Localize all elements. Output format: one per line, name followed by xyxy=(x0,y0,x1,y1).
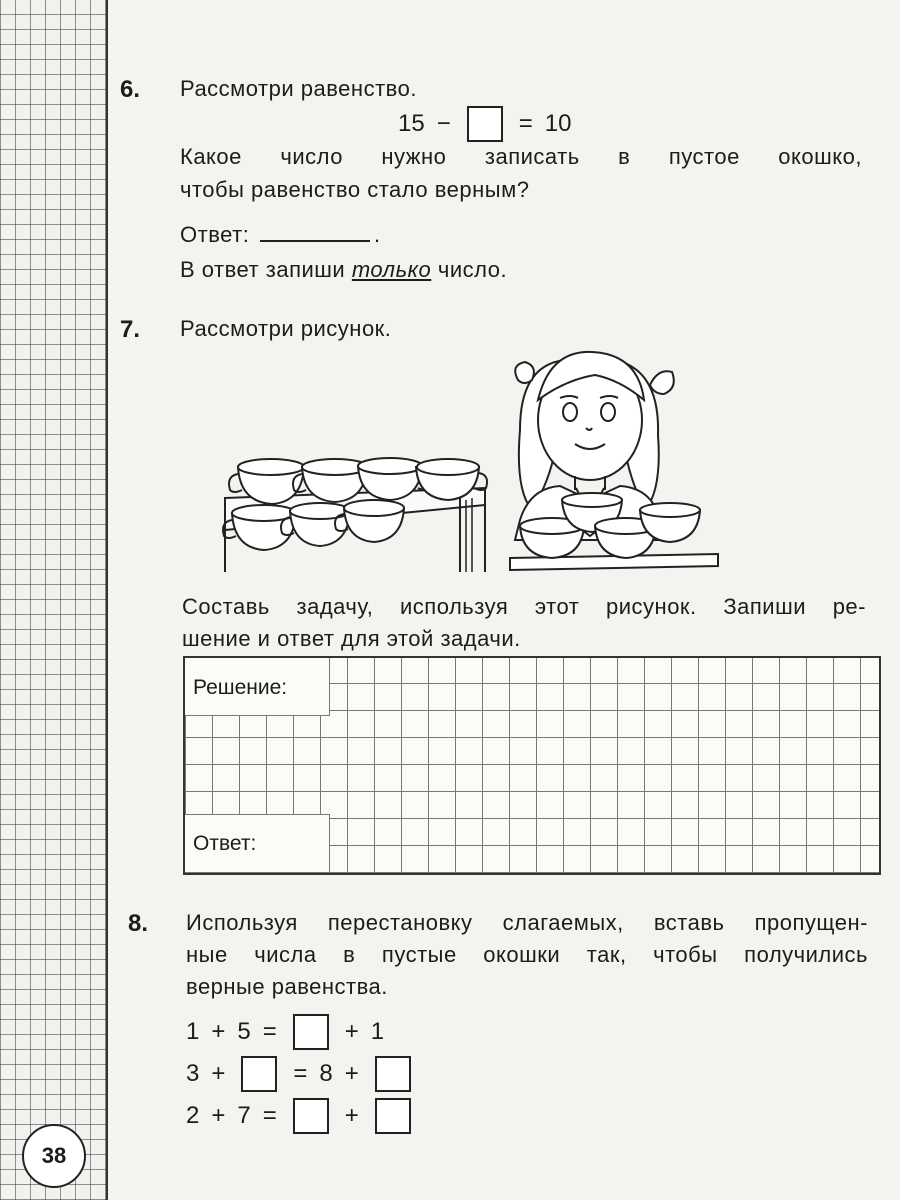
task6-question-line1: Какое число нужно записать в пустое окошко, xyxy=(180,144,862,169)
task7-number: 7. xyxy=(120,316,141,343)
eq1-d: 1 xyxy=(370,1018,385,1045)
eq2-box-2[interactable] xyxy=(375,1056,411,1092)
eq3-b: 7 xyxy=(237,1102,251,1129)
task8-text-line1: Используя перестановку слагаемых, вставь пропущен- xyxy=(186,910,868,935)
note-suffix: число. xyxy=(437,257,508,282)
equation-1 xyxy=(186,1014,384,1050)
eq1-box[interactable] xyxy=(293,1014,329,1050)
equals-sign: = xyxy=(262,1102,277,1129)
plus-sign: + xyxy=(344,1102,359,1129)
eq2-c: 8 xyxy=(319,1060,333,1087)
task6-number: 6. xyxy=(120,76,141,103)
illustration-girl-cups xyxy=(220,340,730,580)
answer-label: Ответ: xyxy=(180,222,250,247)
eq-left-value: 15 xyxy=(398,110,425,137)
task8-number: 8. xyxy=(128,910,149,937)
equals-sign: = xyxy=(293,1060,308,1087)
task6-equation xyxy=(398,106,571,142)
equals-sign: = xyxy=(262,1018,277,1045)
eq2-a: 3 xyxy=(186,1060,200,1087)
answer-line[interactable] xyxy=(260,222,370,242)
minus-sign: − xyxy=(436,110,451,137)
eq3-box-1[interactable] xyxy=(293,1098,329,1134)
task6-answer-row: Ответ: . xyxy=(180,222,381,247)
solution-grid[interactable] xyxy=(183,656,881,875)
task6-intro: Рассмотри равенство. xyxy=(180,76,417,101)
eq-right-value: 10 xyxy=(544,110,572,137)
plus-sign: + xyxy=(344,1018,359,1045)
equation-2 xyxy=(186,1056,415,1092)
plus-sign: + xyxy=(211,1102,226,1129)
answer-label: Ответ: xyxy=(189,830,260,858)
eq2-box-1[interactable] xyxy=(241,1056,277,1092)
eq1-a: 1 xyxy=(186,1018,200,1045)
solution-label: Решение: xyxy=(189,674,291,702)
plus-sign: + xyxy=(211,1018,226,1045)
note-emphasis: только xyxy=(351,257,432,282)
eq3-a: 2 xyxy=(186,1102,200,1129)
task7-intro: Рассмотри рисунок. xyxy=(180,316,392,341)
task7-instruction-line1: Составь задачу, используя этот рисунок. Запиши ре- xyxy=(182,594,866,619)
eq1-b: 5 xyxy=(237,1018,251,1045)
margin-grid xyxy=(0,0,108,1200)
eq3-box-2[interactable] xyxy=(375,1098,411,1134)
answer-box[interactable] xyxy=(467,106,503,142)
task8-text-line2: ные числа в пустые окошки так, чтобы получились xyxy=(186,942,868,967)
page-number: 38 xyxy=(22,1124,86,1188)
task7-instruction-line2: шение и ответ для этой задачи. xyxy=(182,626,521,651)
plus-sign: + xyxy=(211,1060,226,1087)
equals-sign: = xyxy=(518,110,533,137)
task8-text-line3: верные равенства. xyxy=(186,974,388,999)
task6-question-line2: чтобы равенство стало верным? xyxy=(180,177,530,202)
note-prefix: В ответ запиши xyxy=(180,257,346,282)
equation-3 xyxy=(186,1098,415,1134)
task6-note xyxy=(180,257,507,283)
plus-sign: + xyxy=(344,1060,359,1087)
